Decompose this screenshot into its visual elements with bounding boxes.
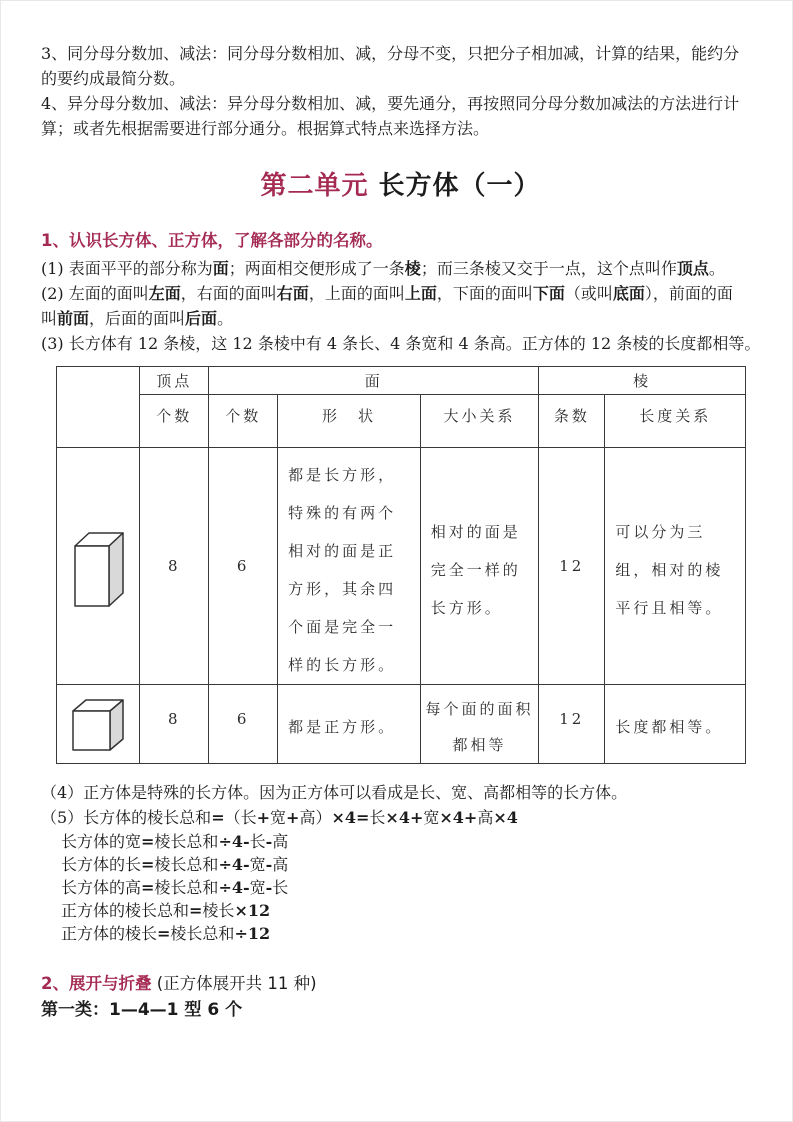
header-vertex-count: 个数 <box>140 395 209 448</box>
text-line: 4、异分母分数加、减法：异分母分数相加、减，要先通分，再按照同分母分数加减法的方法进行计 <box>41 94 740 113</box>
cuboid-icon <box>67 528 129 612</box>
face-count-value: 6 <box>209 448 278 685</box>
table-row-cuboid <box>57 448 746 685</box>
section1-item5: （5）长方体的棱长总和=（长+宽+高）×4=长×4+宽×4+高×4 <box>41 808 518 827</box>
page-title <box>41 165 760 202</box>
header-edge-count: 条数 <box>539 395 605 448</box>
vertex-count-value: 8 <box>140 685 209 764</box>
header-edge: 棱 <box>539 367 746 395</box>
table-header-row-2 <box>57 395 746 448</box>
unit-name: 长方体（一） <box>368 171 541 201</box>
edge-count-value: 12 <box>539 685 605 764</box>
section2-heading-note: (正方体展开共 11 种) <box>151 974 317 993</box>
shape-cell <box>57 685 140 764</box>
table-row-cube <box>57 685 746 764</box>
header-edge-length: 长度关系 <box>605 395 746 448</box>
header-shape-cell <box>57 367 140 448</box>
section2 <box>41 971 760 1023</box>
table-header-row-1 <box>57 367 746 395</box>
formula-length: 长方体的长=棱长总和÷4-宽-高 <box>61 855 289 874</box>
edge-length-value: 可以分为三组，相对的棱平行且相等。 <box>605 448 746 685</box>
paragraph-fraction-same-denominator <box>41 41 760 91</box>
header-face: 面 <box>209 367 539 395</box>
section1-heading: 1、认识长方体、正方体，了解各部分的名称。 <box>41 231 383 250</box>
formula-cube-edge-total: 正方体的棱长总和=棱长×12 <box>61 901 271 920</box>
section1-item2-line2: 叫前面，后面的面叫后面。 <box>41 309 234 328</box>
edge-length-value: 长度都相等。 <box>605 685 746 764</box>
section1-item1: (1) 表面平平的部分称为面；两面相交便形成了一条棱；而三条棱又交于一点，这个点叫作顶点。 <box>41 259 725 278</box>
text-line: 算；或者先根据需要进行部分通分。根据算式特点来选择方法。 <box>41 119 490 138</box>
cube-icon <box>67 697 129 753</box>
header-face-count: 个数 <box>209 395 278 448</box>
section1-item3: (3) 长方体有 12 条棱，这 12 条棱中有 4 条长、4 条宽和 4 条高。正方体的 12 条棱的长度都相等。 <box>41 334 761 353</box>
header-face-shape: 形 状 <box>278 395 421 448</box>
formula-height: 长方体的高=棱长总和÷4-宽-长 <box>61 878 289 897</box>
section1-item2-line1: (2) 左面的面叫左面，右面的面叫右面，上面的面叫上面，下面的面叫下面（或叫底面），前面的面 <box>41 284 733 303</box>
face-size-value: 相对的面是完全一样的长方形。 <box>420 448 539 685</box>
face-count-value: 6 <box>209 685 278 764</box>
face-size-value: 每个面的面积都相等 <box>420 685 539 764</box>
section1-item4: （4）正方体是特殊的长方体。因为正方体可以看成是长、宽、高都相等的长方体。 <box>41 783 628 802</box>
formula-width: 长方体的宽=棱长总和÷4-长-高 <box>61 832 289 851</box>
shape-cell <box>57 448 140 685</box>
text-line: 3、同分母分数加、减法：同分母分数相加、减，分母不变，只把分子相加减，计算的结果，能约分 <box>41 44 740 63</box>
section2-heading-accent: 2、展开与折叠 <box>41 974 152 993</box>
formula-cube-edge: 正方体的棱长=棱长总和÷12 <box>61 924 271 943</box>
cuboid-cube-properties-table <box>56 366 746 764</box>
header-face-size: 大小关系 <box>420 395 539 448</box>
edge-count-value: 12 <box>539 448 605 685</box>
unit-number: 第二单元 <box>260 171 369 201</box>
text-line: 的要约成最简分数。 <box>41 69 186 88</box>
vertex-count-value: 8 <box>140 448 209 685</box>
face-shape-value: 都是正方形。 <box>278 685 421 764</box>
paragraph-fraction-different-denominator <box>41 91 760 141</box>
section2-type1-label: 第一类：1—4—1 型 6 个 <box>41 1000 243 1020</box>
section2-heading <box>41 971 760 997</box>
face-shape-value: 都是长方形，特殊的有两个相对的面是正方形，其余四个面是完全一样的长方形。 <box>278 448 421 685</box>
header-vertex: 顶点 <box>140 367 209 395</box>
section1-notes <box>41 780 760 945</box>
